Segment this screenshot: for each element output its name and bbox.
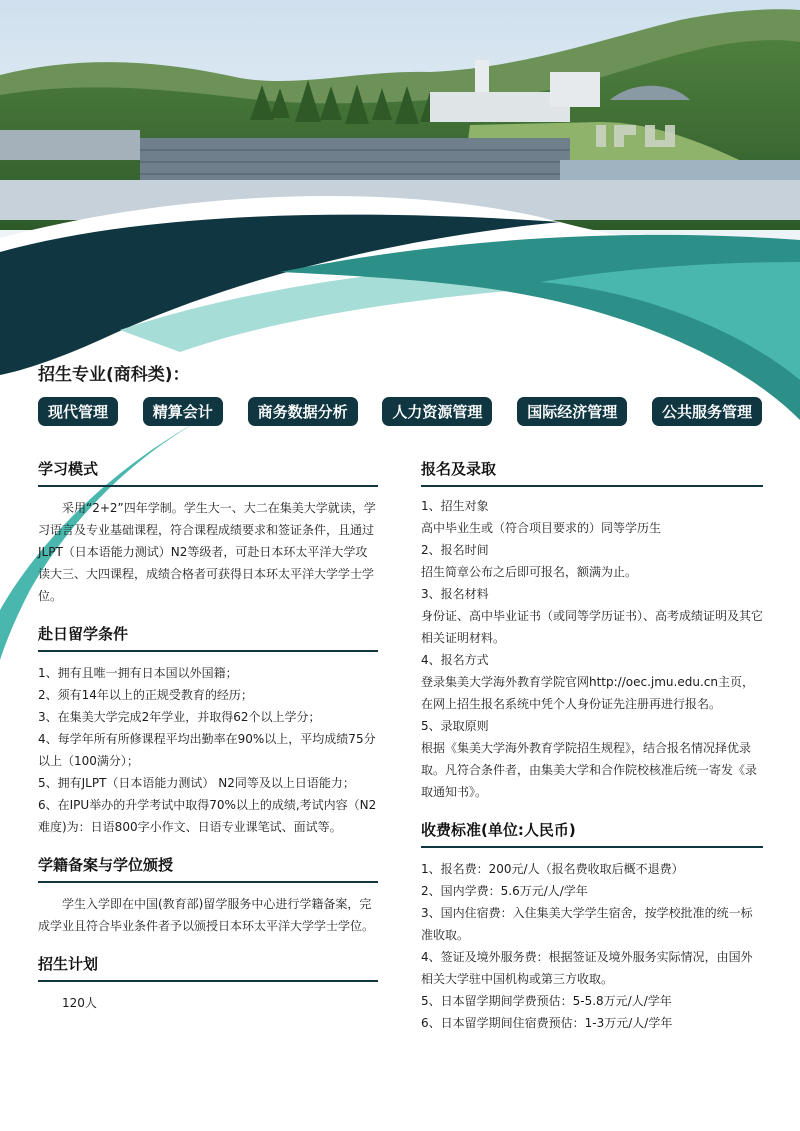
item-body: 高中毕业生或（符合项目要求的）同等学历生 <box>421 521 662 535</box>
plan-section <box>38 953 378 1014</box>
list-item <box>421 715 763 803</box>
major-pill: 精算会计 <box>143 397 223 426</box>
list-item <box>421 583 763 649</box>
section-title: 招生计划 <box>38 953 378 982</box>
admission-section <box>421 458 763 803</box>
study-mode-section <box>38 458 378 607</box>
list-item: 3、国内住宿费：入住集美大学学生宿舍，按学校批准的统一标准收取。 <box>421 906 753 942</box>
list-item <box>421 649 763 715</box>
list-item: 2、须有14年以上的正规受教育的经历； <box>38 688 253 702</box>
fees-list <box>421 858 763 1034</box>
item-body: 根据《集美大学海外教育学院招生规程》，结合报名情况择优录取。凡符合条件者，由集美大学和合作院校核准后统一寄发《录取通知书》。 <box>421 741 758 799</box>
item-body: 招生简章公布之后即可报名，额满为止。 <box>421 565 638 579</box>
major-pill: 商务数据分析 <box>248 397 358 426</box>
list-item: 6、在IPU举办的升学考试中取得70%以上的成绩,考试内容（N2难度)为：日语800字小作文、日语专业课笔试、面试等。 <box>38 798 377 834</box>
item-heading: 1、招生对象 <box>421 499 489 513</box>
list-item: 4、每学年所有所修课程平均出勤率在90%以上，平均成绩75分以上（100满分）； <box>38 732 376 768</box>
major-pill: 现代管理 <box>38 397 118 426</box>
list-item: 5、拥有JLPT（日本语能力测试） N2同等及以上日语能力； <box>38 776 355 790</box>
section-title: 赴日留学条件 <box>38 623 378 652</box>
conditions-list <box>38 662 378 838</box>
admission-list <box>421 495 763 803</box>
list-item <box>421 495 763 539</box>
list-item: 6、日本留学期间住宿费预估：1-3万元/人/学年 <box>421 1016 673 1030</box>
section-title: 学籍备案与学位颁授 <box>38 854 378 883</box>
major-pill: 公共服务管理 <box>652 397 762 426</box>
list-item: 3、在集美大学完成2年学业，并取得62个以上学分； <box>38 710 321 724</box>
section-title: 学习模式 <box>38 458 378 487</box>
registration-text: 学生入学即在中国(教育部)留学服务中心进行学籍备案，完成学业且符合毕业条件者予以颁授日本环太平洋大学学士学位。 <box>38 897 375 933</box>
list-item: 4、签证及境外服务费：根据签证及境外服务实际情况，由国外相关大学驻中国机构或第三方收取。 <box>421 950 753 986</box>
item-heading: 2、报名时间 <box>421 543 489 557</box>
major-pill: 人力资源管理 <box>382 397 492 426</box>
item-heading: 5、录取原则 <box>421 719 489 733</box>
fees-section <box>421 819 763 1034</box>
list-item: 1、报名费：200元/人（报名费收取后概不退费） <box>421 862 684 876</box>
list-item <box>421 539 763 583</box>
list-item: 2、国内学费：5.6万元/人/学年 <box>421 884 588 898</box>
item-body: 身份证、高中毕业证书（或同等学历证书）、高考成绩证明及其它相关证明材料。 <box>421 609 764 645</box>
item-heading: 4、报名方式 <box>421 653 489 667</box>
list-item: 1、拥有且唯一拥有日本国以外国籍； <box>38 666 238 680</box>
majors-title: 招生专业(商科类)： <box>38 365 190 385</box>
right-column <box>421 458 763 1050</box>
plan-text: 120人 <box>62 996 97 1010</box>
majors-list <box>38 397 762 426</box>
item-body: 登录集美大学海外教育学院官网http://oec.jmu.edu.cn主页，在网上招生报名系统中凭个人身份证先注册再进行报名。 <box>421 675 754 711</box>
list-item: 5、日本留学期间学费预估：5-5.8万元/人/学年 <box>421 994 672 1008</box>
major-pill: 国际经济管理 <box>517 397 627 426</box>
section-title: 收费标准(单位:人民币) <box>421 819 763 848</box>
item-heading: 3、报名材料 <box>421 587 489 601</box>
registration-section <box>38 854 378 937</box>
section-title: 报名及录取 <box>421 458 763 487</box>
japan-conditions-section <box>38 623 378 838</box>
left-column <box>38 458 378 1030</box>
study-mode-text: 采用“2+2”四年学制。学生大一、大二在集美大学就读，学习语言及专业基础课程，符合课程成绩要求和签证条件，且通过JLPT（日本语能力测试）N2等级者，可赴日本环太平洋大学攻读大三、大四课程，成绩合格者可获得日本环太平洋大学学士学位。 <box>38 501 376 603</box>
